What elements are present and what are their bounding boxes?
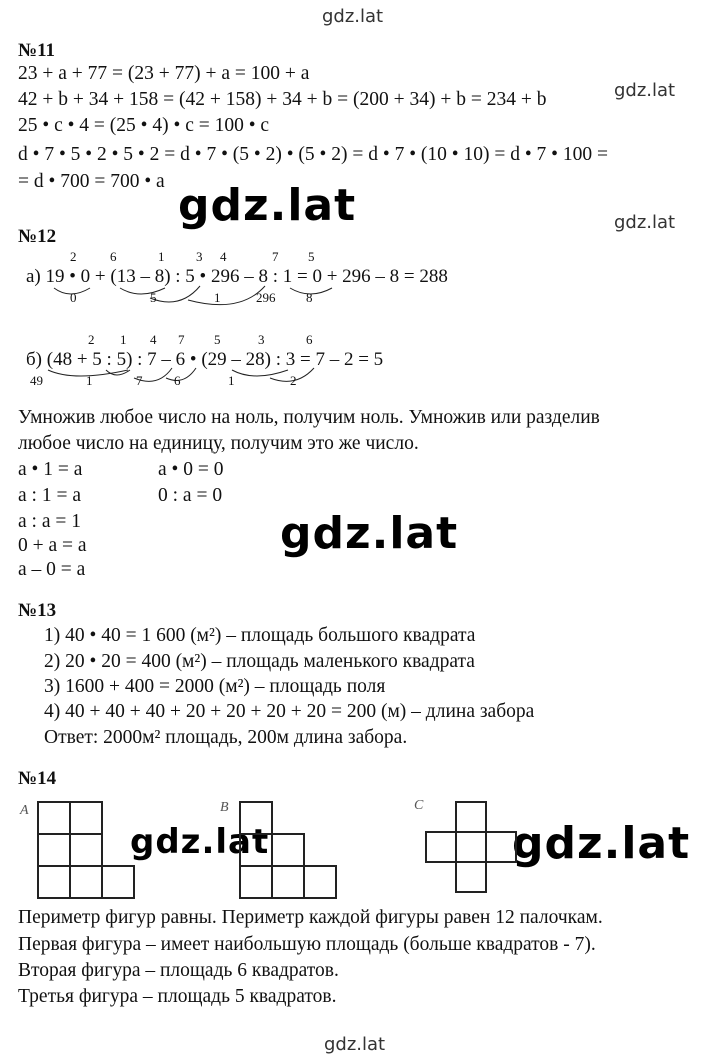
arc-annotations — [40, 282, 370, 322]
watermark: gdz.lat — [280, 508, 459, 559]
watermark: gdz.lat — [512, 818, 691, 869]
arc-annotations — [34, 364, 354, 404]
task-11-line: 23 + a + 77 = (23 + 77) + a = 100 + a — [18, 63, 310, 84]
watermark: gdz.lat — [322, 6, 384, 27]
step-result: 0 — [70, 290, 77, 305]
order-number: 2 — [88, 332, 95, 347]
task-14-line: Периметр фигур равны. Периметр каждой фигуры равен 12 палочкам. — [18, 907, 603, 928]
watermark: gdz.lat — [324, 1034, 386, 1055]
figure-a — [36, 800, 176, 910]
figure-c — [424, 800, 564, 910]
rule-formula: 0 + a = a — [18, 535, 87, 556]
task-12a-expression: а) 19 • 0 + (13 – 8) : 5 • 296 – 8 : 1 = 0 + 296 – 8 = 288 — [26, 266, 448, 287]
task-14-line: Первая фигура – имеет наибольшую площадь (больше квадратов - 7). — [18, 934, 596, 955]
step-result: 1 — [228, 373, 235, 388]
step-result: 296 — [256, 290, 276, 305]
task-13-line: 4) 40 + 40 + 40 + 20 + 20 + 20 + 20 = 200 (м) – длина забора — [44, 701, 535, 722]
step-result: 7 — [136, 373, 143, 388]
task-11-line: 25 • c • 4 = (25 • 4) • c = 100 • c — [18, 115, 270, 136]
task-14-line: Вторая фигура – площадь 6 квадратов. — [18, 960, 339, 981]
task-14-title: №14 — [18, 768, 57, 789]
task-11-line: d • 7 • 5 • 2 • 5 • 2 = d • 7 • (5 • 2) • (5 • 2) = d • 7 • (10 • 10) = d • 7 • 100 = — [18, 144, 608, 165]
watermark: gdz.lat — [178, 180, 357, 231]
watermark: gdz.lat — [614, 212, 676, 233]
figure-b — [238, 800, 378, 910]
step-result: 2 — [290, 373, 297, 388]
step-result: 5 — [150, 290, 157, 305]
order-number: 7 — [178, 332, 185, 347]
order-number: 1 — [158, 249, 165, 264]
task-13-line: Ответ: 2000м² площадь, 200м длина забора. — [44, 727, 408, 748]
rule-formula: a • 1 = a — [18, 459, 83, 480]
figure-label: C — [414, 798, 424, 813]
watermark: gdz.lat — [130, 822, 270, 862]
order-number: 7 — [272, 249, 279, 264]
rule-text: Умножив любое число на ноль, получим ноль. Умножив или разделив — [18, 407, 600, 428]
task-13-line: 3) 1600 + 400 = 2000 (м²) – площадь поля — [44, 676, 386, 697]
rule-formula: 0 : a = 0 — [158, 485, 223, 506]
order-number: 1 — [120, 332, 127, 347]
task-14-line: Третья фигура – площадь 5 квадратов. — [18, 986, 337, 1007]
order-number: 5 — [308, 249, 315, 264]
rule-formula: a : 1 = a — [18, 485, 81, 506]
task-12-title: №12 — [18, 226, 57, 247]
watermark: gdz.lat — [614, 80, 676, 101]
step-result: 1 — [86, 373, 93, 388]
order-number: 3 — [258, 332, 265, 347]
figure-label: B — [220, 800, 229, 815]
rule-formula: a – 0 = a — [18, 559, 86, 580]
rule-formula: a : a = 1 — [18, 511, 81, 532]
rule-formula: a • 0 = 0 — [158, 459, 224, 480]
rule-text: любое число на единицу, получим это же число. — [18, 433, 419, 454]
order-number: 5 — [214, 332, 221, 347]
task-12b-expression: б) (48 + 5 : 5) : 7 – 6 • (29 – 28) : 3 = 7 – 2 = 5 — [26, 349, 384, 370]
order-number: 4 — [150, 332, 157, 347]
task-11-line: 42 + b + 34 + 158 = (42 + 158) + 34 + b = (200 + 34) + b = 234 + b — [18, 89, 547, 110]
figure-label: A — [20, 803, 29, 818]
order-number: 3 — [196, 249, 203, 264]
order-number: 4 — [220, 249, 227, 264]
task-13-line: 2) 20 • 20 = 400 (м²) – площадь маленького квадрата — [44, 651, 475, 672]
task-13-title: №13 — [18, 600, 57, 621]
task-11-line: = d • 700 = 700 • a — [18, 171, 165, 192]
order-number: 2 — [70, 249, 77, 264]
step-result: 6 — [174, 373, 181, 388]
task-13-line: 1) 40 • 40 = 1 600 (м²) – площадь большого квадрата — [44, 625, 476, 646]
step-result: 8 — [306, 290, 313, 305]
step-result: 1 — [214, 290, 221, 305]
task-11-title: №11 — [18, 40, 56, 61]
step-result: 49 — [30, 373, 43, 388]
order-number: 6 — [306, 332, 313, 347]
order-number: 6 — [110, 249, 117, 264]
